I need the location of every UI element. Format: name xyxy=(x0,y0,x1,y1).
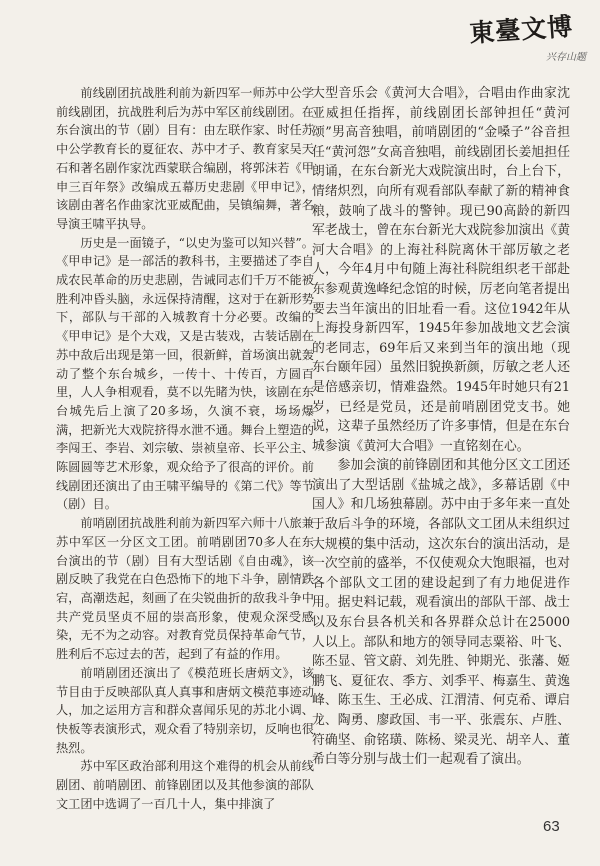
paragraph: 前哨剧团抗战胜利前为新四军六师十八旅兼苏中军区一分区文工团。前哨剧团70多人在东台演出的节（剧）目有大型话剧《自由魂》，该剧反映了我党在白色恐怖下的地下斗争，剧情跌宕，高潮迭起，刻画了在尖锐曲折的敌我斗争中共产党员坚贞不屈的崇高形象，使观众深受感染，无不为之动容。对教育党员保持革命气节，胜利后不忘过去的苦，起到了有益的作用。 xyxy=(56,516,314,662)
page-number: 63 xyxy=(543,818,560,835)
paragraph: 前线剧团抗战胜利前为新四军一师苏中公学前线剧团，抗战胜利后为苏中军区前线剧团。在东台演出的节（剧）目有：由左联作家、时任苏中公学教育长的夏征农、苏中才子、教育家吴天石和著名剧作家沈西蒙联合编剧，将郭沫若《甲申三百年祭》改编成五幕历史悲剧《甲申记》，该剧由著名作曲家沈亚威配曲，吴镇编舞，著名导演王啸平执导。 xyxy=(56,86,314,231)
paragraph: 参加会演的前锋剧团和其他分区文工团还演出了大型话剧《盐城之战》，多幕话剧《中国人》和几场独幕剧。苏中由于多年来一直处于敌后斗争的环境，各部队文工团从未组织过大规模的集中活动，这次东台的演出活动，是一次空前的盛举，不仅使观众大饱眼福，也对各个部队文工团的建设起到了有力地促进作用。据史料记载，观看演出的部队干部、战士以及东台县各机关和各界群众总计在25000人以上。部队和地方的领导同志粟裕、叶飞、陈丕显、管文蔚、刘先胜、钟期光、张藩、姬鹏飞、夏征农、季方、刘季平、梅嘉生、黄逸峰、陈玉生、王必成、江渭清、何克希、谭启龙、陶勇、廖政国、韦一平、张震东、卢胜、符确坚、俞铭璜、陈杨、梁灵光、胡辛人、董希白等分别与战士们一起观看了演出。 xyxy=(312,458,570,768)
paragraph: 前哨剧团还演出了《模范班长唐炳文》，该节目由于反映部队真人真事和唐炳文模范事迹动人，加之运用方言和群众喜闻乐见的苏北小调、快板等表演形式，观众看了特别亲切，反响也很热烈。 xyxy=(56,665,314,755)
logo-calligraphy: 東臺文博 xyxy=(468,11,575,48)
right-text-column xyxy=(312,84,570,784)
logo-signature: 兴存山题 xyxy=(546,52,586,63)
paragraph: 大型音乐会《黄河大合唱》，合唱由作曲家沈亚威担任指挥，前线剧团长部钟担任“黄河颂”男高音独唱，前哨剧团的“金嗓子”谷音担任“黄河怨”女高音独唱，前线剧团长姜旭担任朗诵，在东台新光大戏院演出时，台上台下，情绪炽烈，向所有观看部队奉献了新的精神食粮，鼓响了战斗的警钟。现已90高龄的新四军老战士，曾在东台新光大戏院参加演出《黄河大合唱》的上海社科院离休干部厉敏之老人，今年4月中旬随上海社科院组织老干部赴东参观黄逸峰纪念馆的时候，厉老向笔者提出要去当年演出的旧址看一看。这位1942年从上海投身新四军，1945年参加战地文艺会演的老同志，69年后又来到当年的演出地（现东台颐年园）虽然旧貌换新颜，厉敏之老人还是倍感亲切，情难盎然。1945年时她只有21岁，已经是党员，还是前哨剧团党支书。她说，这辈子虽然经历了许多事情，但是在东台城参演《黄河大合唱》一直铭刻在心。 xyxy=(312,86,570,454)
paragraph: 苏中军区政治部利用这个难得的机会从前线剧团、前哨剧团、前锋剧团以及其他参演的部队文工团中选调了一百几十人，集中排演了 xyxy=(56,759,314,811)
left-text-column xyxy=(56,84,314,816)
paragraph: 历史是一面镜子，“以史为鉴可以知兴替”。《甲申记》是一部活的教科书，主要描述了李自成农民革命的历史悲剧，告诫同志们千万不能被胜利冲昏头脑，永远保持清醒，这对于在新形势下，部队与干部的入城教育十分必要。改编的《甲申记》是个大戏，又是古装戏，古装话剧在苏中敌后出现是第一回，很新鲜，首场演出就轰动了整个东台城乡，一传十、十传百，方圆百里，人人争相观看，莫不以先睹为快，该剧在东台城先后上演了20多场，久演不衰，场场爆满，把新光大戏院挤得水泄不通。舞台上塑造的李闯王、李岩、刘宗敏、崇祯皇帝、长平公主、陈圆圆等艺术形象，观众给予了很高的评价。前线剧团还演出了由王啸平编导的《第二代》等节（剧）目。 xyxy=(56,235,314,512)
magazine-logo xyxy=(468,11,592,63)
